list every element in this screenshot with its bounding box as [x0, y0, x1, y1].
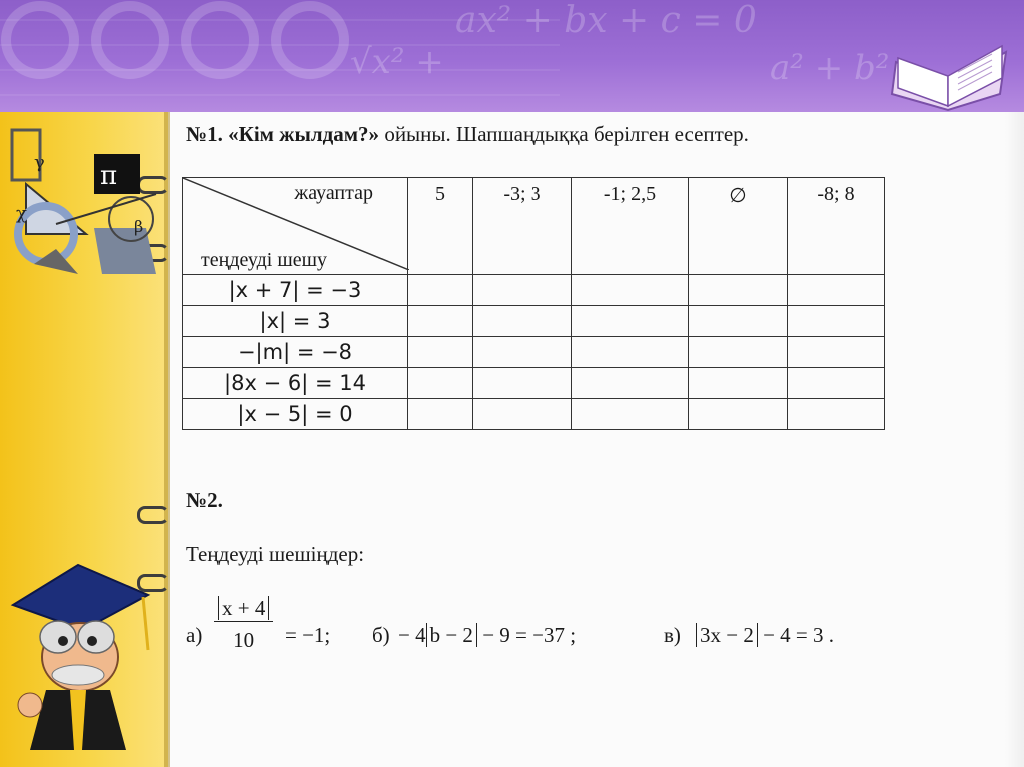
task2-equations [186, 595, 906, 675]
task-c-label: в) [664, 623, 681, 647]
task-a-rest: = −1; [285, 623, 331, 647]
task-b-pre: − 4 [398, 623, 426, 647]
empty-cell[interactable] [408, 399, 473, 430]
task2-title: №2. [186, 488, 223, 512]
binder-ring [137, 506, 169, 524]
diagonal-header-cell [183, 178, 408, 275]
empty-cell[interactable] [572, 306, 689, 337]
empty-cell[interactable] [788, 275, 885, 306]
svg-text:χ: χ [16, 203, 27, 224]
task-a-label: а) [186, 623, 203, 647]
svg-text:β: β [134, 217, 144, 236]
answer-cell: -1; 2,5 [572, 178, 689, 275]
svg-text:γ: γ [34, 152, 45, 173]
empty-cell[interactable] [689, 337, 788, 368]
task1-title [186, 122, 749, 147]
empty-cell[interactable] [408, 306, 473, 337]
empty-cell[interactable] [408, 337, 473, 368]
task-b-rest: − 9 = −37 ; [482, 623, 577, 647]
geometry-tools-icon [6, 124, 166, 284]
empty-cell[interactable] [788, 368, 885, 399]
empty-cell[interactable] [788, 337, 885, 368]
empty-cell[interactable] [572, 368, 689, 399]
fraction-numerator-abs: x + 4 [218, 596, 269, 620]
empty-cell[interactable] [788, 399, 885, 430]
answer-cell: 5 [408, 178, 473, 275]
equation-cell: |8x − 6| = 14 [183, 368, 408, 399]
equation-cell: −|m| = −8 [183, 337, 408, 368]
table-row [183, 306, 885, 337]
task1-title-bold: №1. «Кім жылдам?» [186, 122, 380, 146]
answers-table [182, 177, 885, 430]
header-solve-label: теңдеуді шешу [201, 249, 328, 271]
empty-cell[interactable] [473, 399, 572, 430]
task-c-expression [696, 623, 834, 648]
equation-cell: |x + 7| = −3 [183, 275, 408, 306]
equation-cell: |x| = 3 [183, 306, 408, 337]
empty-cell[interactable] [408, 275, 473, 306]
header-formula-squares: a² + b² [770, 48, 890, 88]
empty-cell[interactable] [689, 399, 788, 430]
task-b-abs: b − 2 [426, 623, 477, 647]
header-formula-quadratic: ax² + bx + c = 0 [455, 0, 757, 41]
table-row [183, 337, 885, 368]
empty-cell[interactable] [408, 368, 473, 399]
task-c-rest: − 4 = 3 . [763, 623, 835, 647]
table-row [183, 368, 885, 399]
open-book-icon [888, 32, 1013, 112]
empty-cell[interactable] [689, 275, 788, 306]
empty-cell[interactable] [689, 306, 788, 337]
task-b-label: б) [372, 623, 390, 647]
task-b-expression [398, 623, 576, 648]
table-row [183, 399, 885, 430]
task1-title-rest: ойыны. Шапшаңдыққа берілген есептер. [379, 122, 749, 146]
empty-cell[interactable] [473, 275, 572, 306]
fraction-denominator: 10 [233, 628, 255, 652]
table-header-row [183, 178, 885, 275]
header-formula-sqrt: √x² + [350, 42, 444, 82]
page-shadow [1005, 112, 1024, 767]
header-answers-label: жауаптар [294, 182, 373, 204]
empty-cell[interactable] [572, 399, 689, 430]
empty-cell[interactable] [689, 368, 788, 399]
empty-cell[interactable] [473, 337, 572, 368]
empty-cell[interactable] [473, 306, 572, 337]
answer-cell: ∅ [689, 178, 788, 275]
table-row [183, 275, 885, 306]
header-banner [0, 0, 1024, 112]
fraction-numerator [214, 596, 273, 622]
answer-cell: -3; 3 [473, 178, 572, 275]
empty-cell[interactable] [788, 306, 885, 337]
task2-instruction: Теңдеуді шешіңдер: [186, 542, 365, 566]
equation-cell: |x − 5| = 0 [183, 399, 408, 430]
professor-cartoon-icon [8, 545, 158, 750]
answer-cell: -8; 8 [788, 178, 885, 275]
svg-text:π: π [100, 161, 118, 191]
task-c-abs: 3x − 2 [696, 623, 758, 647]
task-a-fraction [214, 596, 273, 653]
empty-cell[interactable] [572, 275, 689, 306]
empty-cell[interactable] [572, 337, 689, 368]
empty-cell[interactable] [473, 368, 572, 399]
